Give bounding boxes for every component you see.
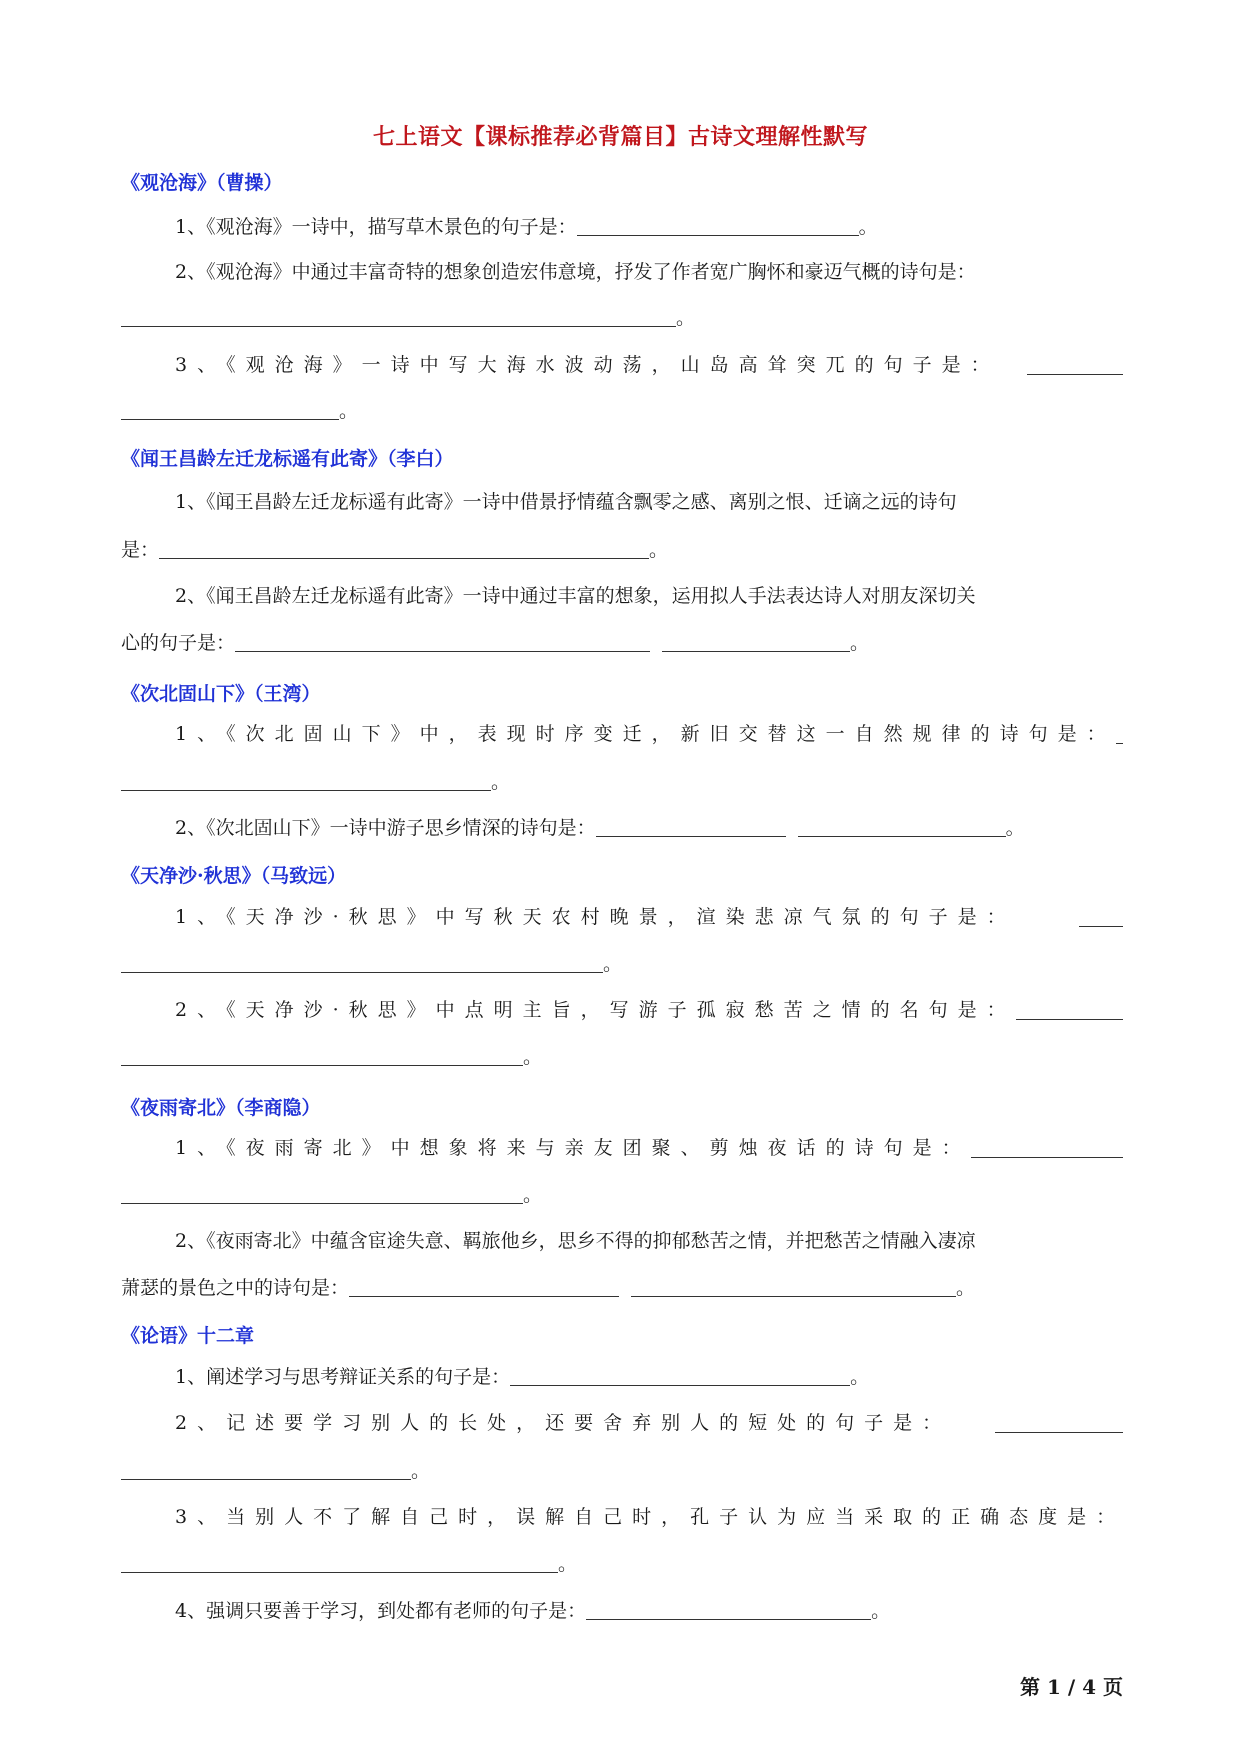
question-text: 是： bbox=[121, 539, 160, 561]
answer-blank[interactable] bbox=[995, 1414, 1123, 1433]
period: 。 bbox=[956, 1277, 976, 1299]
answer-blank[interactable] bbox=[235, 633, 650, 652]
question-text: 2、记述要学习别人的长处，还要舍弃别人的短处的句子是： bbox=[175, 1412, 952, 1434]
period: 。 bbox=[523, 1046, 543, 1068]
section-heading-lunyu: 《论语》十二章 bbox=[121, 1325, 255, 1347]
question-3-1-answer-line bbox=[121, 772, 1123, 792]
question-text: 3、当别人不了解自己时，误解自己时，孔子认为应当采取的正确态度是： bbox=[175, 1506, 1126, 1528]
question-4-1 bbox=[121, 908, 1123, 927]
question-text: 2、《观沧海》中通过丰富奇特的想象创造宏伟意境，抒发了作者宽广胸怀和豪迈气概的诗句是： bbox=[175, 261, 976, 283]
answer-blank[interactable] bbox=[1016, 1001, 1123, 1020]
answer-blank[interactable] bbox=[121, 308, 676, 327]
question-text: 3、《观沧海》一诗中写大海水波动荡，山岛高耸突兀的句子是： bbox=[175, 354, 1000, 376]
answer-blank[interactable] bbox=[971, 1139, 1123, 1158]
question-text: 2、《夜雨寄北》中蕴含宦途失意、羁旅他乡，思乡不得的抑郁愁苦之情，并把愁苦之情融入凄凉 bbox=[175, 1230, 976, 1252]
answer-blank[interactable] bbox=[121, 954, 603, 973]
question-text: 1、《观沧海》一诗中，描写草木景色的句子是： bbox=[175, 216, 577, 238]
question-6-1 bbox=[121, 1367, 1123, 1387]
period: 。 bbox=[858, 216, 878, 238]
answer-blank[interactable] bbox=[121, 1461, 411, 1480]
question-6-2 bbox=[121, 1414, 1123, 1433]
period: 。 bbox=[1005, 817, 1025, 839]
question-text: 1、《夜雨寄北》中想象将来与亲友团聚、剪烛夜话的诗句是： bbox=[175, 1137, 971, 1159]
question-text: 2、《闻王昌龄左迁龙标遥有此寄》一诗中通过丰富的想象，运用拟人手法表达诗人对朋友深切关 bbox=[175, 585, 976, 607]
period: 。 bbox=[523, 1184, 543, 1206]
question-text: 4、强调只要善于学习，到处都有老师的句子是： bbox=[175, 1600, 587, 1622]
period: 。 bbox=[850, 632, 870, 654]
question-4-2-answer-line bbox=[121, 1047, 1123, 1067]
answer-blank[interactable] bbox=[121, 772, 491, 791]
answer-blank[interactable] bbox=[121, 1185, 523, 1204]
answer-blank[interactable] bbox=[159, 540, 649, 559]
question-text: 心的句子是： bbox=[121, 632, 236, 654]
period: 。 bbox=[491, 771, 511, 793]
answer-blank[interactable] bbox=[577, 217, 859, 236]
answer-blank[interactable] bbox=[596, 818, 786, 837]
answer-blank[interactable] bbox=[121, 1554, 558, 1573]
question-text: 2、《次北固山下》一诗中游子思乡情深的诗句是： bbox=[175, 817, 596, 839]
answer-blank[interactable] bbox=[662, 633, 850, 652]
question-4-1-answer-line bbox=[121, 954, 1123, 974]
question-2-2-answer-line bbox=[121, 633, 1123, 653]
period: 。 bbox=[339, 400, 359, 422]
section-heading-yeyujibei: 《夜雨寄北》（李商隐） bbox=[121, 1097, 321, 1119]
question-6-3 bbox=[121, 1506, 1126, 1528]
question-3-2 bbox=[121, 818, 1123, 838]
period: 。 bbox=[649, 539, 669, 561]
question-1-3 bbox=[121, 356, 1123, 375]
answer-blank[interactable] bbox=[631, 1278, 956, 1297]
question-text: 1、《次北固山下》中，表现时序变迁，新旧交替这一自然规律的诗句是： bbox=[175, 723, 1116, 745]
period: 。 bbox=[676, 307, 696, 329]
question-6-2-answer-line bbox=[121, 1461, 1123, 1481]
answer-blank[interactable] bbox=[1079, 908, 1123, 927]
question-5-1 bbox=[121, 1139, 1123, 1158]
period: 。 bbox=[871, 1600, 891, 1622]
question-3-1 bbox=[121, 725, 1123, 744]
answer-blank[interactable] bbox=[798, 818, 1006, 837]
section-heading-cibeigushanxia: 《次北固山下》（王湾） bbox=[121, 683, 321, 705]
question-5-2-answer-line bbox=[121, 1278, 1123, 1298]
question-1-1 bbox=[121, 217, 1123, 237]
section-heading-wenwangchangling: 《闻王昌龄左迁龙标遥有此寄》（李白） bbox=[121, 448, 454, 470]
question-5-1-answer-line bbox=[121, 1185, 1123, 1205]
page-number: 第 1 / 4 页 bbox=[1020, 1675, 1123, 1699]
answer-blank[interactable] bbox=[1027, 356, 1123, 375]
question-text: 1、《天净沙·秋思》中写秋天农村晚景，渲染悲凉气氛的句子是： bbox=[175, 906, 1016, 928]
period: 。 bbox=[411, 1460, 431, 1482]
period: 。 bbox=[558, 1553, 578, 1575]
answer-blank[interactable] bbox=[121, 401, 339, 420]
question-5-2 bbox=[121, 1232, 1123, 1251]
question-text: 萧瑟的景色之中的诗句是： bbox=[121, 1277, 350, 1299]
section-heading-guancanghai: 《观沧海》（曹操） bbox=[121, 172, 283, 194]
answer-blank[interactable] bbox=[349, 1278, 619, 1297]
question-2-2 bbox=[121, 587, 1123, 606]
question-2-1-answer-line bbox=[121, 540, 1123, 560]
period: 。 bbox=[603, 953, 623, 975]
section-heading-tianjingsha: 《天净沙·秋思》（马致远） bbox=[121, 865, 347, 887]
answer-blank[interactable] bbox=[586, 1601, 871, 1620]
page-title: 七上语文【课标推荐必背篇目】古诗文理解性默写 bbox=[372, 124, 868, 150]
question-text: 1、《闻王昌龄左迁龙标遥有此寄》一诗中借景抒情蕴含飘零之感、离别之恨、迁谪之远的诗句 bbox=[175, 491, 957, 513]
question-6-3-answer-line bbox=[121, 1554, 1123, 1574]
question-text: 2、《天净沙·秋思》中点明主旨，写游子孤寂愁苦之情的名句是： bbox=[175, 999, 1016, 1021]
question-1-2-answer-line bbox=[121, 308, 1123, 328]
answer-blank[interactable] bbox=[121, 1047, 523, 1066]
question-4-2 bbox=[121, 1001, 1123, 1020]
question-1-2 bbox=[121, 263, 1123, 282]
question-1-3-answer-line bbox=[121, 401, 1123, 421]
question-6-4 bbox=[121, 1601, 1123, 1621]
question-2-1 bbox=[121, 493, 1123, 512]
period: 。 bbox=[850, 1366, 870, 1388]
question-text: 1、阐述学习与思考辩证关系的句子是： bbox=[175, 1366, 511, 1388]
answer-blank[interactable] bbox=[510, 1367, 850, 1386]
answer-blank[interactable] bbox=[1116, 725, 1123, 744]
